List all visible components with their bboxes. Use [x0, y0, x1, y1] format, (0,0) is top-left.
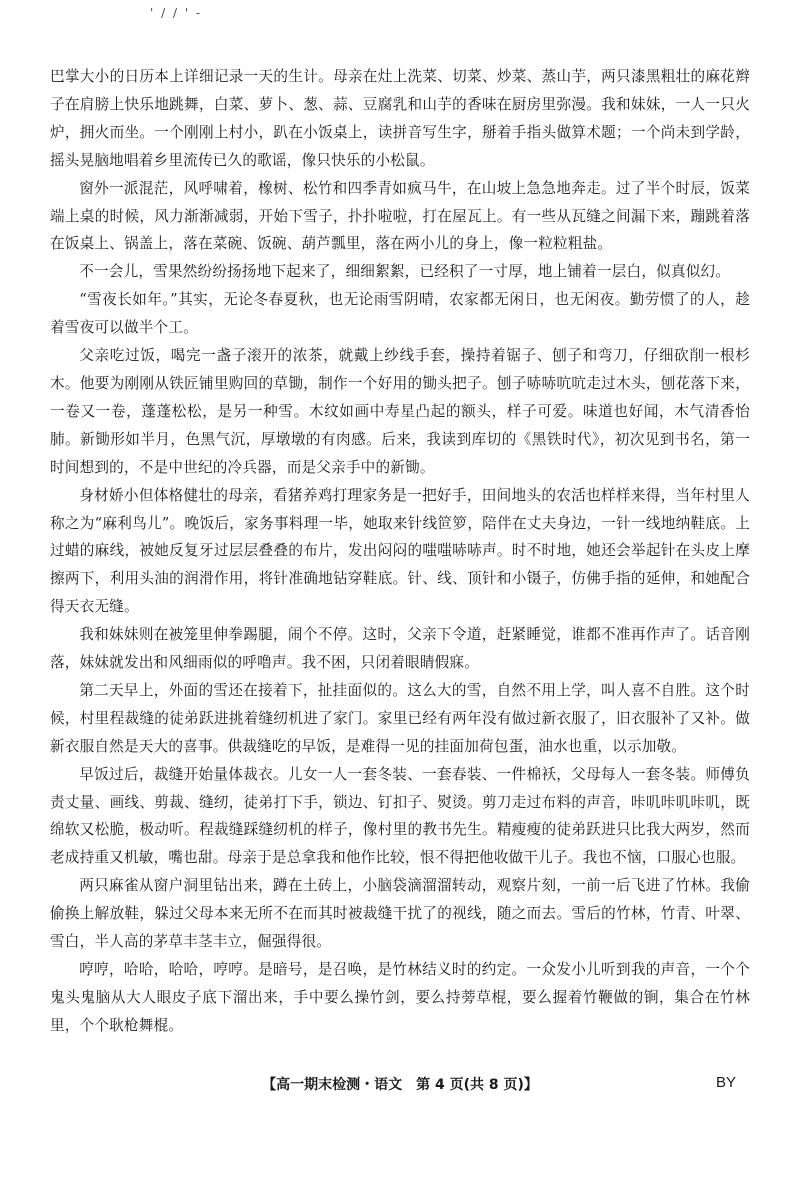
footer-page-info: 【高一期末检测・语文 第 4 页(共 8 页)】 [262, 1077, 538, 1093]
article-body [50, 63, 750, 1040]
paragraph: 身材娇小但体格健壮的母亲，看猪养鸡打理家务是一把好手，田间地头的农活也样样来得，当年村里人称之为“麻利鸟儿”。晚饭后，家务事料理一毕，她取来针线笸箩，陪伴在丈夫身边，一针一线地纳鞋底。上过蜡的麻线，被她反复牙过层层叠叠的布片，发出闷闷的嗤嗤哧哧声。时不时地，她还会举起针在头皮上摩擦两下，利用头油的润滑作用，将针准确地钻穿鞋底。针、线、顶针和小镊子，仿佛手指的延伸，和她配合得天衣无缝。 [50, 486, 750, 616]
paragraph: 我和妹妹则在被笼里伸拳踢腿，闹个不停。这时，父亲下令道，赶紧睡觉，谁都不准再作声了。话音刚落，妹妹就发出和风细雨似的呼噜声。我不困，只闭着眼睛假寐。 [50, 626, 750, 672]
footer-code: BY [715, 1074, 736, 1091]
paragraph: 哼哼，哈哈，哈哈，哼哼。是暗号，是召唤，是竹林结义时的约定。一众发小儿听到我的声音，一个个鬼头鬼脑从大人眼皮子底下溜出来，手中要么操竹剑，要么持蒡草棍，要么握着竹鞭做的锏，集合在竹林里，个个耿枪舞棍。 [50, 961, 750, 1034]
paragraph: 第二天早上，外面的雪还在接着下，扯挂面似的。这么大的雪，自然不用上学，叫人喜不自胜。这个时候，村里程裁缝的徒弟跃进挑着缝纫机进了家门。家里已经有两年没有做过新衣服了，旧衣服补了又补。做新衣服自然是天大的喜事。供裁缝吃的早饭，是难得一见的挂面加荷包蛋，油水也重，以示加敬。 [50, 681, 750, 755]
paragraph: 两只麻雀从窗户洞里钻出来，蹲在土砖上，小脑袋滴溜溜转动，观察片刻，一前一后飞进了竹林。我偷偷换上解放鞋，躲过父母本来无所不在而其时被裁缝干扰了的视线，随之而去。雪后的竹林，竹青、叶翠、雪白，半人高的茅草丰茎丰立，倔强得很。 [50, 877, 750, 951]
page-footer [0, 1074, 800, 1096]
paragraph: 父亲吃过饭，喝完一盏子滚开的浓茶，就戴上纱线手套，操持着锯子、刨子和弯刀，仔细砍削一根杉木。他要为刚刚从铁匠铺里购回的草锄，制作一个好用的锄头把子。刨子哧哧吭吭走过木头，刨花落下来，一卷又一卷，蓬蓬松松，是另一种雪。木纹如画中寿星凸起的额头，样子可爱。味道也好闻，木气清香怡肺。新锄形如半月，色黑气沉，厚墩墩的有肉感。后来，我读到库切的《黑铁时代》，初次见到书名，第一时间想到的，不是中世纪的冷兵器，而是父亲手中的新锄。 [50, 347, 750, 476]
paragraph: “雪夜长如年。”其实，无论冬春夏秋，也无论雨雪阴晴，农家都无闲日，也无闲夜。勤劳惯了的人，趁着雪夜可以做半个工。 [50, 291, 750, 337]
paragraph: 早饭过后，裁缝开始量体裁衣。儿女一人一套冬装、一套春装、一件棉袄，父母每人一套冬装。师傅负责丈量、画线、剪裁、缝纫，徒弟打下手，锁边、钉扣子、熨烫。剪刀走过布料的声音，咔叽咔叽咔叽，既绵软又松脆，极动听。程裁缝踩缝纫机的样子，像村里的教书先生。精瘦瘦的徒弟跃进只比我大两岁，然而老成持重又机敏，嘴也甜。母亲于是总拿我和他作比较，恨不得把他收做干儿子。我也不恼，口服心也服。 [50, 765, 750, 867]
page-top-mark: ' / / ' - [150, 6, 202, 20]
paragraph: 巴掌大小的日历本上详细记录一天的生计。母亲在灶上洗菜、切菜、炒菜、蒸山芋，两只漆黑粗壮的麻花辫子在肩膀上快乐地跳舞，白菜、萝卜、葱、蒜、豆腐乳和山芋的香味在厨房里弥漫。我和妹妹，一人一只火炉，拥火而坐。一个刚刚上村小，趴在小饭桌上，读拼音写生字，掰着手指头做算术题；一个尚未到学龄，摇头晃脑地唱着乡里流传已久的歌谣，像只快乐的小松鼠。 [50, 68, 750, 169]
paragraph: 不一会儿，雪果然纷纷扬扬地下起来了，细细絮絮，已经积了一寸厚，地上铺着一层白，似真似幻。 [79, 263, 731, 281]
paragraph: 窗外一派混茫，风呼啸着，橡树、松竹和四季青如疯马牛，在山坡上急急地奔走。过了半个时辰，饭菜端上桌的时候，风力渐渐减弱，开始下雪子，扑扑啦啦，打在屋瓦上。有一些从瓦缝之间漏下来，蹦跳着落在饭桌上、锅盖上，落在菜碗、饭碗、葫芦瓢里，落在两小儿的身上，像一粒粒粗盐。 [50, 179, 750, 253]
